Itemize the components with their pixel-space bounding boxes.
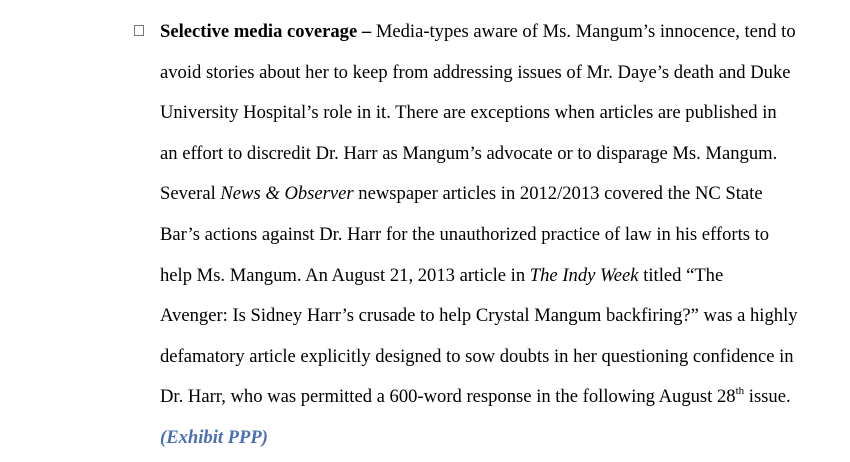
line-1-text: Media-types aware of Ms. Mangum’s innocence, tend to (371, 21, 796, 42)
item-heading: Selective media coverage – (160, 21, 372, 42)
paragraph-line-10 (160, 377, 800, 418)
bullet-paragraph (160, 12, 800, 459)
line-10-post: issue. (744, 386, 791, 408)
line-10-pre: Dr. Harr, who was permitted a 600-word response in the following August 28 (160, 386, 736, 408)
paragraph-line-5 (160, 174, 800, 215)
paragraph-line-7 (160, 256, 800, 297)
paragraph-line-3: University Hospital’s role in it. There are exceptions when articles are published in (160, 102, 777, 124)
exhibit-reference: (Exhibit PPP) (160, 426, 268, 448)
paragraph-line-6: Bar’s actions against Dr. Harr for the unauthorized practice of law in his efforts to (160, 223, 770, 245)
checkbox-bullet-icon (134, 25, 144, 36)
paragraph-line-8: Avenger: Is Sidney Harr’s crusade to help Crystal Mangum backfiring?” was a highly (160, 305, 798, 327)
ordinal-suffix: th (735, 385, 745, 398)
line-5-post: newspaper articles in 2012/2013 covered the NC State (353, 183, 763, 205)
line-7-post: titled “The (638, 264, 724, 286)
paragraph-line-4: an effort to discredit Dr. Harr as Mangum’s advocate or to disparage Ms. Mangum. (160, 142, 778, 164)
newspaper-title: News & Observer (220, 183, 354, 205)
publication-title: The Indy Week (529, 264, 639, 286)
paragraph-line-9: defamatory article explicitly designed to sow doubts in her questioning confidence in (160, 345, 794, 367)
line-5-pre: Several (160, 183, 221, 205)
paragraph-line-2: avoid stories about her to keep from addressing issues of Mr. Daye’s death and Duke (160, 61, 791, 83)
line-7-pre: help Ms. Mangum. An August 21, 2013 article in (160, 264, 530, 286)
paragraph-line-1 (160, 12, 800, 53)
